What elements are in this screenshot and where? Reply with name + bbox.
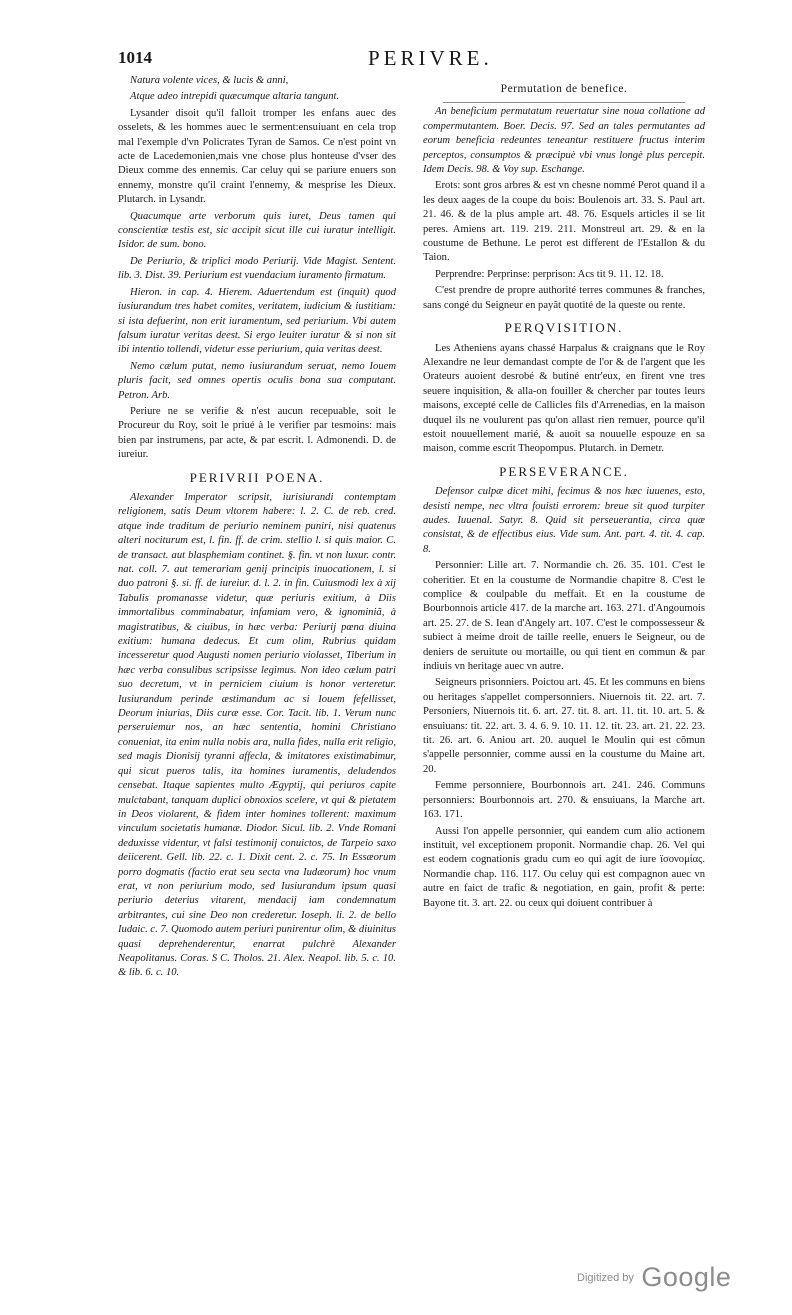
- paragraph: Defensor culpæ dicet mihi, fecimus & nos hæc iuuenes, esto, desisti nempe, nec vltra fouisti errorem: breue sit quod turpiter audes. Iuuenal. Satyr. 8. Quid sit perseuerantia, circa quæ consistat, & de effectibus eius. Vide sum. Ant. part. 4. tit. 4. cap. 8.: [423, 486, 705, 555]
- paragraph: Nemo cælum putat, nemo iusiurandum seruat, nemo Iouem pluris facit, sed omnes opertis oculis bona sua computant. Petron. Arb.: [118, 360, 396, 401]
- right-column: [423, 74, 705, 913]
- paragraph: An beneficium permutatum reuertatur sine noua collatione ad compermutantem. Boer. Decis. 97. Sed an tales permutantes ad eorum beneficia redeuntes teneantur restituere fructus interim perceptos, consumptos & præcipuè vbi vnus longè plus percepit. Idem Decis. 98. & Voy sup. Eschange.: [423, 106, 705, 176]
- section-heading: Permutation de benefice.: [500, 83, 628, 95]
- watermark-prefix: Digitized by: [577, 1271, 634, 1284]
- section-heading: PERIVRII POENA.: [189, 469, 325, 485]
- paragraph: Hieron. in cap. 4. Hierem. Aduertendum est (inquit) quod iusiurandum tres habet comites, veritatem, iudicium & iustitiam: si ista defuerint, non erit iuramentum, sed periurium. Vbi autem falsum iuratur veritas deest. Si ergo leuiter iuratur & si non sit ibi intentio tollendi, videtur esse periurium, quia veritas deest.: [118, 286, 396, 356]
- paragraph: Periure ne se verifie & n'est aucun recepuable, soit le Procureur du Roy, soit le priué à le verifier par tesmoins: mais bien par instrumens, par acte, & par escrit. l. Admonendi. D. de iureiur.: [118, 405, 396, 461]
- running-head: PERIVRE.: [368, 46, 493, 70]
- paragraph: Aussi l'on appelle personnier, qui eandem cum alio actionem instituit, vel exceptionem proponit. Normandie chap. 26. Vel qui est eodem cognationis gradu cum eo qui agit de iure ϊσονομίας. Normandie chap. 116. 117. Ou celuy qui est compagnon auec vn autre en faict de trafic & negotiation, en gain, profit & perte: Bayone tit. 3. art. 22. ou ceux qui doiuent contribuer à: [423, 825, 705, 909]
- paragraph: Quacumque arte verborum quis iuret, Deus tamen qui conscientiæ testis est, sic accipit sicut ille cui iuratur intelligit. Isidor. de sum. bono.: [118, 210, 396, 251]
- paragraph: Alexander Imperator scripsit, iurisiurandi contemptam religionem, satis Deum vltorem habere: l. 2. C. de reb. cred. atque inde traditum de periurio neminem puniri, nisi quatenus alteri nociturum est, l. fin. ff. de crim. stellio l. si quis maior. C. de transact. aut blasphemiam continet. §. fin. vt non luxur. contr. nat. coll. 7. aut temerariam genij principis inuocationem, l. si duo patroni §. si. ff. de iureiur. d. l. 2. in fin. Cuiusmodi lex à xij Tabulis promanasse videtur, quæ periuris exitium, à Diis immortalibus comminabatur, infamiam vero, & ignominiã, à magistratibus, & ciuibus, in hæc verba: Periurij pœna diuina exitium: humana dedecus. Et cum olim, Rubrius quidam incesseretur quod Augusti nomen periurio violasset, Tiberium in hæc verba consulibus scripsisse legimus. Non ideo cælum patri suo decretum, vt in perniciem ciuium is honor verteretur. Iusiurandum perinde æstimandum ac si Iouem fefellisset, Deorum iniurias, Diis curæ esse. Cor. Tacit. lib. 1. Verum nunc perseruiemur nos, an hæc sententia, homini Christiano conueniat, ita enim nulla nobis ara, nulla fides, nulla erit religio, sed magis Dionisij tyranni affecla, & imitatores existimabimur, qui sicut pueros talis, ita homines iuramentis, deludendos censebat. Itaque sapientes multo Ægyptij, qui periuros capite mulctabant, tanquam duplici obnoxios scelere, vt qui & pietatem in Deos violarent, & fidem inter homines tollerent: maximum vinculum societatis humanæ. Diodor. Sicul. lib. 2. Vnde Romani deduxisse videntur, vt falsi testimonij conuictos, de Tarpeio saxo deiicerent. Gell. lib. 22. c. 1. Dixit cent. 2. c. 75. In Essæorum porro dogmatis (factio erat seu secta vna Iudæorum) hoc vnum erat, vt non periurium modo, sed Iusiurandum ipsum quasi periurio deterius vitarent, mendacij iam condemnatum arbitrantes, cui sine Deo non crederetur. Ioseph. li. 2. de bello Iudaic. c. 7. Quomodo autem periuri punirentur olim, & diuinitus quasi deprehenderentur, enarrat pulchrè Alexander Neapolitanus. Coras. S C. Tholos. 21. Alex. Neapol. lib. 5. c. 10. & lib. 6. c. 10.: [118, 491, 396, 979]
- paragraph: De Periurio, & triplici modo Periurij. Vide Magist. Sentent. lib. 3. Dist. 39. Periurium est vuendacium iuramento firmatum.: [118, 255, 396, 282]
- paragraph: Personnier: Lille art. 7. Normandie ch. 26. 35. 101. C'est le coheritier. Et en la coustume de Normandie chapitre 8. C'est le complice & coulpable du meffait. Et en la coustume de Bourbonnois article 417. de la marche art. 163. 271. d'Angoumois art. 25. 27. de S. Iean d'Angely art. 107. C'est le compossesseur & subiect à meime droit de taille reelle, enuers le Seigneur, ou de deniers de seruitute ou mortaille, ou qui tient en commun & par indiuis vn heritage auec vn autre.: [423, 560, 705, 673]
- verse-line: Atque adeo intrepidi quæcumque altaria tangunt.: [130, 91, 340, 103]
- paragraph: Lysander disoit qu'il falloit tromper les enfans auec des osselets, & les hommes auec le serment:ensuiuant en cela trop mal l'exemple d'vn Policrates Tyran de Samos. Ce n'est point vn acte de Lacedemonien,mais vne chose plus honteuse d'vser des Dieux comme des ennemis. Car celuy qui se pariure enuers son ennemy, monstre qu'il craint l'ennemy, & mesprise les Dieux. Plutarch. in Lysandr.: [118, 107, 396, 206]
- paragraph: C'est prendre de propre authorité terres communes & franches, sans congé du Seigneur en payãt quotité de la queste ou rente.: [423, 285, 705, 311]
- section-heading: PERSEVERANCE.: [499, 463, 629, 479]
- paragraph: Erots: sont gros arbres & est vn chesne nommé Perot quand il a les deux aages de la coupe du bois: Boulenois art. 33. S. Paul art. 21. 46. & de la plus ample art. 48. 76. Esquels articles il se lit peres. Amiens art. 119. 219. 211. Monstreul art. 29. & en la coustume de Bethune. Le perot est different de l'Estallon & du Taion.: [423, 180, 705, 264]
- paragraph: Perprendre: Perprinse: perprison: Acs tit 9. 11. 12. 18.: [435, 268, 664, 280]
- left-column: [118, 74, 396, 983]
- page-number: 1014: [118, 48, 152, 67]
- watermark-brand: Google: [641, 1262, 732, 1292]
- section-heading: PERQVISITION.: [504, 320, 624, 336]
- paragraph: Femme personniere, Bourbonnois art. 241. 246. Communs personniers: Bourbonnois art. 270. & ensuiuans, la Marche art. 163. 171.: [423, 780, 705, 821]
- google-watermark: [577, 1262, 731, 1293]
- divider: [443, 102, 685, 103]
- verse-line: Natura volente vices, & lucis & anni,: [130, 75, 289, 86]
- paragraph: Les Atheniens ayans chassé Harpalus & craignans que le Roy Alexandre ne leur demandast compte de l'or & de l'argent que les Orateurs auoient desrobé & butiné entr'eux, en firent vne tres seuere inquisition, & alla-on fouiller & chercher par toutes leurs maisons, excepté celle de Callicles fils d'Arrenedias, en la maison duquel ils ne voulurent pas qu'on allast rien remuer, pource qu'il estoit nouuellement marié, & auoit sa nouuelle espouze en sa maison, comme escrit Theopompus. Plutarch. in Demetr.: [423, 342, 705, 455]
- paragraph: Seigneurs prisonniers. Poictou art. 45. Et les communs en biens ou heritages s'appellet compersonniers. Niuernois tit. 22. art. 7. Personiers, Niuernois tit. 6. art. 27. tit. 8. art. 11. tit. 10. art. 5. & ensuiuans: tit. 22. art. 3. 4. 6. 9. 10. 11. 12. tit. 23. art. 21. 22. 23. tit. 26. art. 6. Aniou art. 20. auquel le Moulin qui est cõmun s'appelle personnier, comme aussi en la coustume du Maine art. 20.: [423, 677, 705, 775]
- page-header: [118, 46, 678, 76]
